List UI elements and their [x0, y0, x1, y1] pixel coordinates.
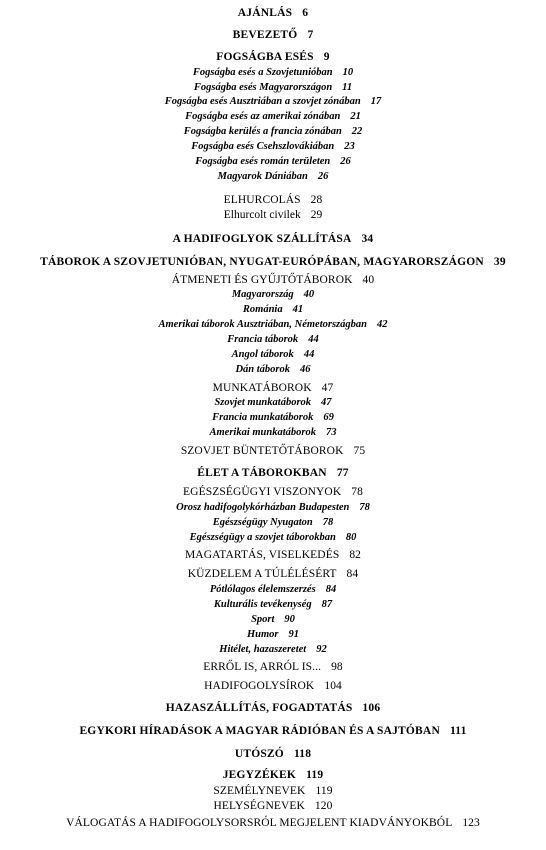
toc-entry-title: FOGSÁGBA ESÉS [216, 51, 314, 63]
toc-entry-page: 28 [310, 194, 323, 206]
toc-entry [0, 97, 546, 108]
toc-entry-page: 11 [342, 82, 353, 93]
toc-entry-title: HELYSÉGNEVEK [213, 800, 305, 812]
toc-entry [0, 428, 546, 439]
toc-entry-page: 44 [303, 349, 315, 360]
toc-entry [0, 234, 546, 246]
toc-entry-page: 87 [321, 599, 333, 610]
toc-entry [0, 487, 546, 499]
toc-entry-title: Fogságba kerülés a francia zónában [183, 126, 342, 137]
toc-entry-title: Dán táborok [235, 364, 291, 375]
toc-entry [0, 550, 546, 562]
toc-entry-title: ERRŐL IS, ARRÓL IS... [203, 661, 322, 673]
toc-entry-title: Fogságba esés Csehszlovákiában [191, 141, 335, 152]
toc-entry [0, 615, 546, 626]
toc-entry-title: Kulturális tevékenység [213, 599, 312, 610]
toc-entry-page: 42 [376, 319, 388, 330]
toc-entry-page: 80 [345, 532, 357, 543]
toc-entry-page: 120 [314, 800, 333, 812]
toc-entry [0, 157, 546, 168]
toc-entry [0, 350, 546, 361]
toc-entry-page: 26 [340, 156, 351, 167]
toc-entry-page: 111 [449, 725, 467, 737]
toc-entry-page: 17 [370, 96, 382, 107]
toc-entry [0, 142, 546, 153]
toc-entry [0, 52, 546, 64]
toc-entry [0, 645, 546, 656]
toc-entry [0, 398, 546, 409]
toc-entry-title: JEGYZÉKEK [222, 769, 297, 781]
toc-entry-title: ÁTMENETI ÉS GYŰJTŐTÁBOROK [171, 274, 353, 286]
toc-entry [0, 210, 546, 222]
toc-entry-title: SZEMÉLYNEVEK [213, 785, 306, 797]
toc-entry-page: 92 [316, 644, 327, 655]
toc-entry-title: AJÁNLÁS [237, 7, 293, 19]
toc-entry-page: 77 [336, 467, 349, 479]
toc-entry [0, 335, 546, 346]
toc-entry [0, 320, 546, 331]
toc-entry [0, 30, 546, 42]
toc-entry [0, 195, 546, 207]
toc-entry-page: 119 [306, 769, 324, 781]
toc-entry-title: Magyarország [231, 289, 294, 300]
toc-entry [0, 801, 546, 813]
toc-entry [0, 703, 546, 715]
toc-entry [0, 518, 546, 529]
toc-entry [0, 585, 546, 596]
toc-entry-title: ELHURCOLÁS [223, 194, 301, 206]
toc-entry-page: 34 [361, 233, 374, 245]
toc-entry-title: Fogságba esés a Szovjetunióban [192, 67, 333, 78]
toc-entry [0, 569, 546, 581]
toc-entry-page: 44 [308, 334, 319, 345]
toc-entry-title: Szovjet munkatáborok [214, 397, 312, 408]
toc-entry-title: VÁLOGATÁS A HADIFOGOLYSORSRÓL MEGJELENT KIADVÁNYOKBÓL [66, 817, 453, 829]
toc-entry-title: Fogságba esés Magyarországon [193, 82, 333, 93]
toc-entry-title: Francia táborok [227, 334, 299, 345]
toc-entry [0, 383, 546, 395]
toc-entry-page: 41 [292, 304, 304, 315]
toc-entry-title: UTÓSZÓ [234, 748, 284, 760]
toc-entry-title: EGÉSZSÉGÜGYI VISZONYOK [183, 486, 342, 498]
toc-entry [0, 533, 546, 544]
toc-entry [0, 662, 546, 674]
toc-entry-title: KÜZDELEM A TÚLÉLÉSÉRT [187, 568, 337, 580]
toc-entry-page: 82 [349, 549, 362, 561]
toc-entry [0, 600, 546, 611]
toc-entry-page: 78 [359, 502, 370, 513]
toc-entry-title: Hitélet, hazaszeretet [219, 644, 307, 655]
toc-entry [0, 127, 546, 138]
toc-entry-page: 22 [351, 126, 363, 137]
toc-entry-page: 26 [317, 171, 329, 182]
toc-entry-page: 29 [310, 209, 323, 221]
toc-entry-title: Elhurcolt civilek [223, 209, 301, 221]
toc-entry-page: 9 [323, 51, 330, 63]
toc-entry-title: Pótlólagos élelemszerzés [209, 584, 316, 595]
toc-entry-page: 78 [322, 517, 334, 528]
toc-entry-page: 69 [323, 412, 334, 423]
toc-entry [0, 290, 546, 301]
toc-entry [0, 446, 546, 458]
toc-entry [0, 681, 546, 693]
toc-entry-page: 40 [303, 289, 315, 300]
toc-entry-title: Egészségügy a szovjet táborokban [189, 532, 336, 543]
toc-entry-page: 39 [493, 256, 506, 268]
toc-entry-title: BEVEZETŐ [232, 29, 298, 41]
toc-entry [0, 8, 546, 20]
toc-entry-page: 98 [331, 661, 343, 673]
toc-entry-page: 123 [462, 817, 480, 829]
toc-entry [0, 503, 546, 514]
toc-entry-title: Amerikai táborok Ausztriában, Németországban [158, 319, 367, 330]
toc-entry-title: Humor [246, 629, 279, 640]
toc-entry-title: Fogságba esés Ausztriában a szovjet zónában [164, 96, 361, 107]
toc-entry-page: 73 [325, 427, 337, 438]
toc-entry-title: Egészségügy Nyugaton [212, 517, 313, 528]
toc-entry-title: Magyarok Dániában [217, 171, 308, 182]
toc-entry-title: Orosz hadifogolykórházban Budapesten [176, 502, 350, 513]
toc-entry [0, 770, 546, 782]
toc-entry-title: HADIFOGOLYSÍROK [204, 680, 315, 692]
toc-entry [0, 112, 546, 123]
toc-entry [0, 83, 546, 94]
toc-entry-page: 119 [315, 785, 333, 797]
toc-entry-title: Sport [251, 614, 275, 625]
toc-entry-page: 106 [362, 702, 381, 714]
toc-entry [0, 468, 546, 480]
toc-entry-page: 91 [288, 629, 299, 640]
toc-entry-page: 84 [325, 584, 337, 595]
toc-entry-page: 46 [300, 364, 311, 375]
toc-entry-title: MUNKATÁBOROK [212, 382, 312, 394]
toc-entry-title: SZOVJET BÜNTETŐTÁBOROK [180, 445, 344, 457]
toc-entry-page: 90 [284, 614, 295, 625]
toc-entry-page: 78 [351, 486, 363, 498]
toc-entry [0, 365, 546, 376]
toc-entry-page: 23 [344, 141, 355, 152]
toc-entry-page: 21 [350, 111, 361, 122]
toc-entry-page: 47 [321, 382, 334, 394]
toc-entry [0, 172, 546, 183]
toc-entry-page: 84 [346, 568, 359, 580]
toc-entry [0, 818, 546, 830]
toc-entry-page: 118 [293, 748, 312, 760]
toc-entry-title: Francia munkatáborok [212, 412, 314, 423]
toc-entry-page: 6 [302, 7, 309, 19]
toc-entry-title: EGYKORI HÍRADÁSOK A MAGYAR RÁDIÓBAN ÉS A SAJTÓBAN [79, 725, 440, 737]
toc-entry-title: HAZASZÁLLÍTÁS, FOGADTATÁS [165, 702, 353, 714]
toc-entry-title: ÉLET A TÁBOROKBAN [197, 467, 327, 479]
toc-entry [0, 68, 546, 79]
toc-entry-title: Fogságba esés román területen [195, 156, 331, 167]
toc-entry-title: TÁBOROK A SZOVJETUNIÓBAN, NYUGAT-EURÓPÁBAN, MAGYARORSZÁGON [40, 256, 484, 268]
toc-entry [0, 726, 546, 738]
toc-entry-page: 104 [324, 680, 342, 692]
toc-entry-page: 75 [353, 445, 366, 457]
toc-entry-title: A HADIFOGLYOK SZÁLLÍTÁSA [172, 233, 352, 245]
toc-entry [0, 786, 546, 798]
toc-entry [0, 749, 546, 761]
toc-entry-page: 7 [307, 29, 314, 41]
toc-entry-title: Amerikai munkatáborok [209, 427, 316, 438]
toc-entry [0, 305, 546, 316]
toc-entry [0, 630, 546, 641]
toc-entry [0, 275, 546, 287]
toc-entry-title: Angol táborok [231, 349, 294, 360]
toc-entry-page: 40 [362, 274, 375, 286]
toc-entry-page: 10 [342, 67, 354, 78]
toc-entry-title: Románia [242, 304, 283, 315]
toc-entry-title: MAGATARTÁS, VISELKEDÉS [184, 549, 340, 561]
toc-entry-page: 47 [321, 397, 332, 408]
toc-entry-title: Fogságba esés az amerikai zónában [185, 111, 341, 122]
toc-entry [0, 257, 546, 269]
toc-entry [0, 413, 546, 424]
